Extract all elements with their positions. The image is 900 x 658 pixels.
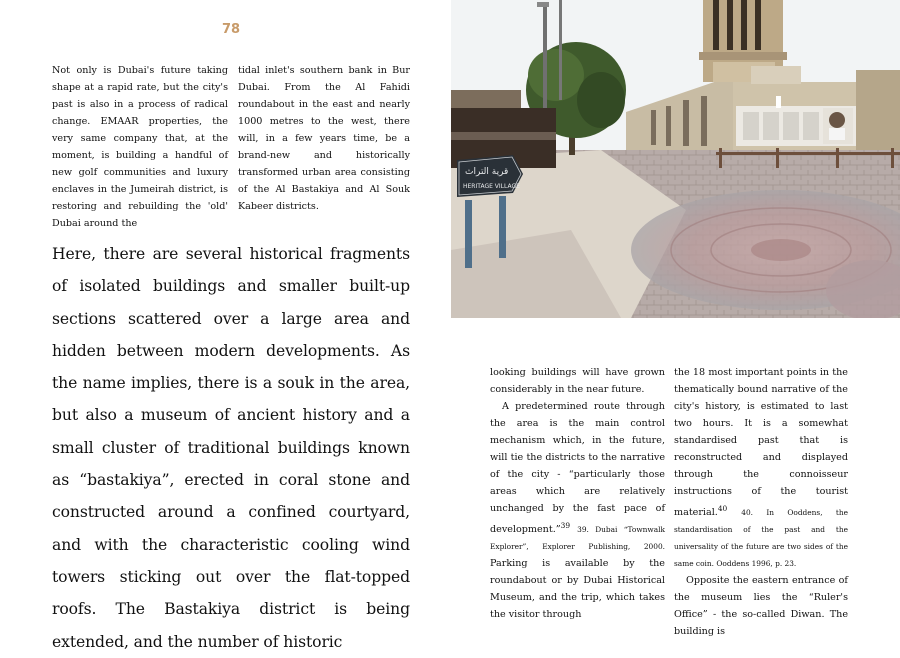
col3-paragraph-2-body: A predetermined route through the area is the main control mechanism which, in the future, will tie the districts to the narrative of the city - “particularly those areas which are relatively unchanged by the fast pace of development.” — [490, 401, 665, 536]
photo-illustration — [451, 0, 900, 318]
page-number: 78 — [222, 22, 241, 37]
lead-paragraph: Here, there are several historical fragments of isolated buildings and smaller built-up sections scattered over a large area and hidden between modern developments. As the name implies, there is a souk in the area, but also a museum of ancient history and a small cluster of traditional buildings known as “bastakiya”, erected in coral stone and constructed around a confined courtyard, and with the characteristic cooling wind towers sticking out over the flat-topped roofs. The Bastakiya district is being extended, and the number of historic — [52, 245, 410, 651]
col3-paragraph-2-cont: Parking is available by the roundabout or by Dubai Historical Museum, and the trip, which takes the visitor through — [490, 558, 665, 621]
sign-english: HERITAGE VILLAGE — [463, 183, 520, 190]
col4-paragraph-1-body: the 18 most important points in the thematically bound narrative of the city's history, is estimated to last two hours. It is a somewhat standardised past that is reconstructed and displayed through the connoisseur instructions of the tourist material. — [674, 367, 848, 519]
bastakiya-photo — [451, 0, 900, 318]
footnote-39: 39. Dubai “Townwalk Explorer”, Explorer Publishing, 2000. — [490, 525, 665, 552]
footnote-ref-39: 39 — [560, 521, 571, 530]
col3-paragraph-1: looking buildings will have grown considerably in the near future. — [490, 367, 665, 395]
text-column-3 — [490, 364, 665, 623]
col4-paragraph-1 — [674, 364, 848, 572]
text-column-1: Not only is Dubai's future taking shape at a rapid rate, but the city's past is also in a process of radical change. EMAAR properties, the very same company that, at the moment, is building a handful of new golf communities and luxury enclaves in the Jumeirah district, is restoring and rebuilding the 'old' Dubai around the — [52, 65, 228, 229]
footnote-40: 40. In Ooddens, the standardisation of the past and the universality of the future are two sides of the same coin. Ooddens 1996, p. 23. — [674, 508, 848, 569]
col3-paragraph-2 — [490, 398, 665, 623]
footnote-ref-40: 40 — [717, 504, 728, 513]
col4-paragraph-2: Opposite the eastern entrance of the museum lies the “Ruler's Office” - the so-called Diwan. The building is — [674, 575, 848, 638]
text-column-2: tidal inlet's southern bank in Bur Dubai. From the Al Fahidi roundabout in the east and nearly 1000 metres to the west, there will, in a few years time, be a brand-new and historically transformed urban area consisting of the Al Bastakiya and Al Souk Kabeer districts. — [238, 65, 410, 212]
sign-arabic: قرية التراث — [465, 167, 509, 177]
text-column-4 — [674, 364, 848, 640]
